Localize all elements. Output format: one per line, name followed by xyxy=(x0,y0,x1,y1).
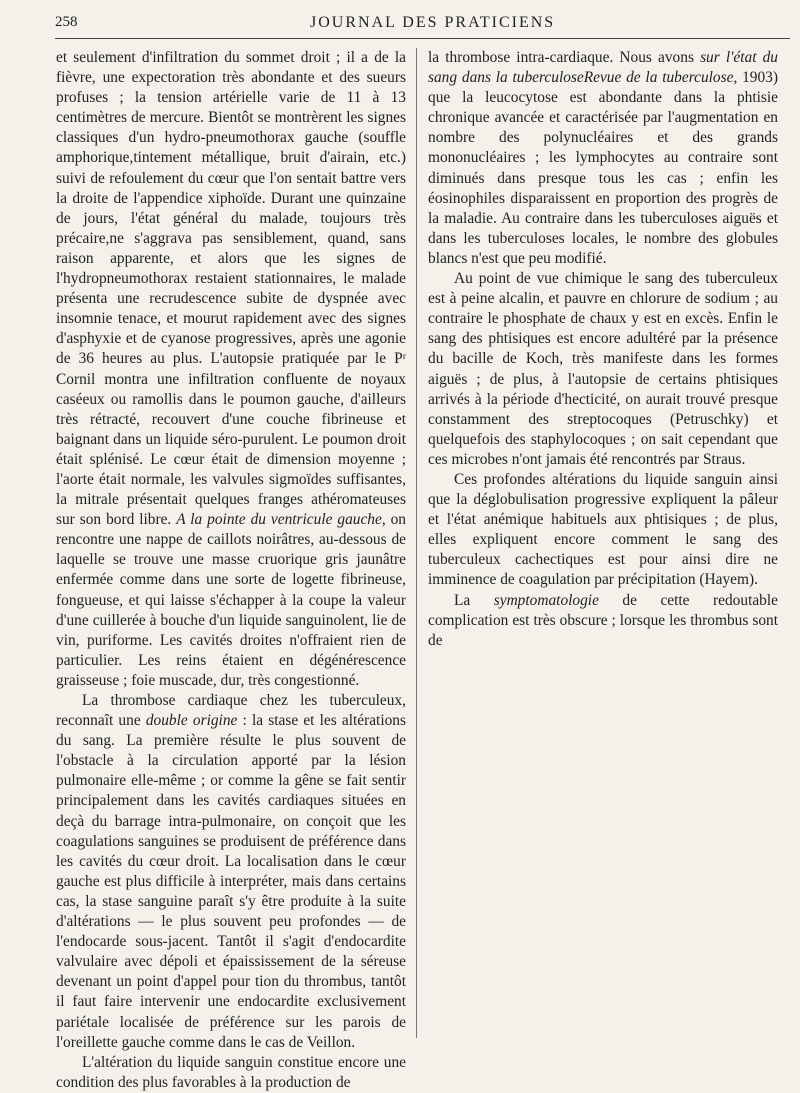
running-header xyxy=(55,12,790,39)
paragraph: L'altération du liquide sanguin constitue encore une condition des plus favorables à la production de xyxy=(56,1053,406,1091)
page-number: 258 xyxy=(55,14,78,30)
paragraph: La thrombose cardiaque chez les tuberculeux, reconnaît une double origine : la stase et les altérations du sang. La première résulte le plus souvent de l'obstacle à la circulation apporté par la lésion pulmonaire elle-même ; or comme la gêne se fait sentir principalement dans les cavités cardiaques situées en deçà du barrage intra-pulmonaire, on conçoit que les coagulations sanguines se produisent de préférence dans les cavités du cœur droit. La localisation dans le cœur gauche est plus difficile à interpréter, mais dans certains cas, la stase sanguine paraît s'y être produite à la suite d'altérations — le plus souvent peu profondes — de l'endocarde sous-jacent. Tantôt il s'agit d'endocardite valvulaire avec dépoli et épaississement de la séreuse devenant un point d'appel pour tion du thrombus, tantôt il faut faire intervenir une endocardite exclusivement pariétale localisée de préférence sur les parois de l'oreillette gauche comme dans le cas de Veillon. xyxy=(56,692,406,1051)
paragraph: la thrombose intra-cardiaque. Nous avons sur l'état du sang dans la tuberculoseRevue de la tuberculose, 1903) que la leucocytose est abondante dans la phtisie chronique avancée et caractérisée par l'augmentation en nombre des polynucléaires et des grands mononucléaires ; les lymphocytes au contraire sont diminués dans presque tous les cas ; enfin les éosinophiles disparaissent en proportion des progrès de la maladie. Au contraire dans les tuberculoses aiguës et dans les tuberculoses locales, le nombre des globules blancs n'est que peu modifié. xyxy=(428,49,779,267)
journal-title: JOURNAL DES PRATICIENS xyxy=(310,14,556,31)
paragraph: et seulement d'infiltration du sommet droit ; il a de la fièvre, une expectoration très abondante et des sueurs profuses ; la tension artérielle varie de 11 à 13 centimètres de mercure. Bientôt se montrèrent les signes classiques d'un hydro-pneumothorax gauche (souffle amphorique,tintement métallique, bruit d'airain, etc.) suivi de refoulement du cœur que l'on sentait battre vers la droite de l'appendice xiphoïde. Durant une quinzaine de jours, l'état général du malade, toujours très précaire,ne s'aggrava pas sensiblement, quand, sans raison apparente, et alors que les signes de l'hydropneumothorax restaient stationnaires, le malade présenta une recrudescence subite de dyspnée avec insomnie tenace, et mourut rapidement avec des signes d'asphyxie et de cyanose progressives, après une agonie de 36 heures au plus. L'autopsie pratiquée par le Pʳ Cornil montra une infiltration confluente de noyaux caséeux ou ramollis dans le poumon gauche, d'ailleurs très rétracté, recouvert d'une couche fibrineuse et baignant dans un liquide séro-purulent. Le poumon droit était splénisé. Le cœur était de dimension moyenne ; l'aorte était normale, les valvules sigmoïdes suffisantes, la mitrale présentait quelques franges athéromateuses sur son bord libre. A la pointe du ventricule gauche, on rencontre une nappe de caillots noirâtres, au-dessous de laquelle se trouve une masse cruorique gris jaunâtre enfermée comme dans une sorte de logette fibrineuse, fongueuse, et qui laisse s'échapper à la coupe la valeur d'une cuillerée à bouche d'un liquide sanguinolent, lie de vin, puriforme. Les cavités droites n'offraient rien de particulier. Les reins étaient en dégénérescence graisseuse ; foie muscade, dur, très congestionné. xyxy=(56,49,407,689)
paragraph: Ces profondes altérations du liquide sanguin ainsi que la déglobulisation progressive expliquent la pâleur et l'état anémique habituels aux phtisiques ; de plus, elles expliquent encore comment le sang des tuberculeux cachectiques est pour ainsi dire ne imminence de coagulation par précipitation (Hayem). xyxy=(428,470,778,589)
paragraph: La symptomatologie de cette redoutable complication est très obscure ; lorsque les thrombus sont de xyxy=(428,591,778,649)
paragraph: Au point de vue chimique le sang des tuberculeux est à peine alcalin, et pauvre en chlorure de sodium ; au contraire le phosphate de chaux y est en excès. Enfin le sang des phtisiques est encore adultéré par la présence du bacille de Koch, très manifeste dans les formes aiguës ; de plus, à l'autopsie de certains phtisiques arrivés à la période d'hecticité, on aurait trouvé presque constamment des streptocoques (Petruschky) et quelquefois des staphylocoques ; on sait cependant que ces microbes n'ont jamais été rencontrés par Straus. xyxy=(428,270,778,468)
column-divider xyxy=(416,48,417,1038)
left-column xyxy=(56,48,406,1093)
right-column xyxy=(428,48,778,651)
